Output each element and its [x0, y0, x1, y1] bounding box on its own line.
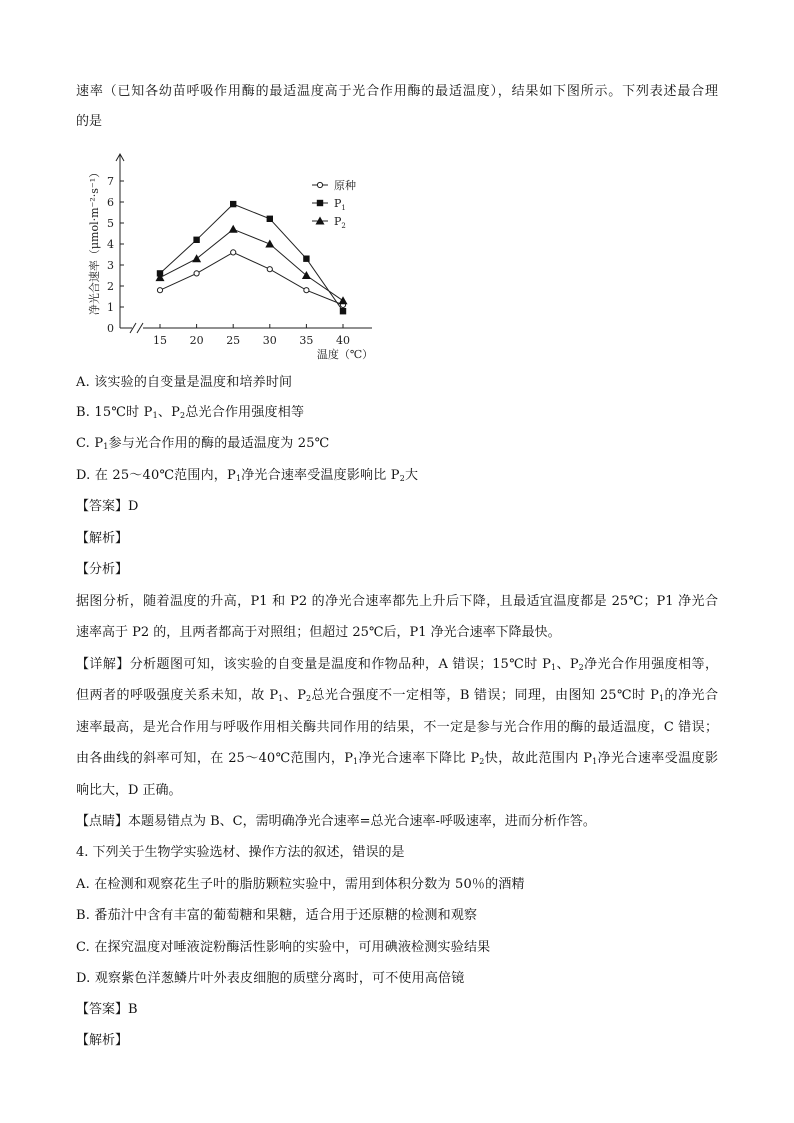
q3-detail-line-1: 【详解】分析题图可知，该实验的自变量是温度和作物品种，A 错误；15℃时 $P_1$、$P_2$净光合作用强度相等，: [76, 657, 718, 672]
chart-legend: [312, 179, 356, 230]
x-axis-label: 温度（℃）: [316, 348, 374, 361]
q3-detail-line-4: 由各曲线的斜率可知，在 25～40℃范围内，$P_1$净光合速率下降比 $P_2$快，故此范围内 $P_1$净光合速率受温度影: [76, 751, 718, 766]
data-point: [193, 237, 199, 243]
q4-stem: 4. 下列关于生物学实验选材、操作方法的叙述，错误的是: [76, 845, 405, 860]
series-2: [157, 201, 346, 315]
y-tick-label: 7: [107, 175, 114, 188]
series-line: [160, 252, 343, 305]
q4-option-d: D. 观察紫色洋葱鳞片叶外表皮细胞的质壁分离时，可不使用高倍镜: [76, 971, 465, 986]
data-point: [267, 267, 272, 272]
x-tick-label: 15: [153, 334, 167, 347]
series-line: [160, 204, 343, 311]
q3-answer: 【答案】D: [76, 499, 139, 514]
series-line: [160, 229, 343, 300]
q3-option-b: B. 15℃时 $P_1$、$P_2$总光合作用强度相等: [76, 405, 305, 420]
q3-jiexi-heading: 【解析】: [76, 531, 129, 546]
legend-marker: [317, 182, 322, 187]
x-tick-label: 20: [189, 334, 204, 347]
data-point: [194, 271, 199, 276]
data-point: [265, 240, 274, 248]
chart-series: [156, 201, 348, 315]
x-tick-label: 35: [299, 334, 314, 347]
x-tick-label: 40: [336, 334, 350, 347]
q3-analysis-line-1: 据图分析，随着温度的升高，P1 和 P2 的净光合速率都先上升后下降，且最适宜温度都是 25℃；P1 净光合: [76, 594, 718, 609]
intro-line-2: 的是: [76, 114, 103, 129]
y-tick-label: 3: [107, 259, 114, 272]
q3-option-d: D. 在 25～40℃范围内，$P_1$净光合速率受温度影响比 $P_2$大: [76, 468, 419, 483]
net-photosynthesis-chart: [80, 148, 380, 363]
data-point: [339, 296, 348, 304]
q3-fenxi-heading: 【分析】: [76, 562, 129, 577]
legend-label: 原种: [334, 179, 356, 192]
y-tick-label: 0: [107, 322, 114, 335]
q4-option-b: B. 番茄汁中含有丰富的葡萄糖和果糖，适合用于还原糖的检测和观察: [76, 908, 478, 923]
q3-analysis-line-2: 速率高于 P2 的，且两者都高于对照组；但超过 25℃后，P1 净光合速率下降最快。: [76, 625, 561, 640]
y-tick-label: 1: [107, 301, 114, 314]
data-point: [231, 250, 236, 255]
x-tick-label: 25: [226, 334, 241, 347]
q3-dianjing: 【点睛】本题易错点为 B、C，需明确净光合速率=总光合速率-呼吸速率，进而分析作答。: [76, 814, 596, 829]
chart-ticks: [107, 175, 350, 347]
q3-option-a: A. 该实验的自变量是温度和培养时间: [76, 375, 293, 390]
series-3: [156, 225, 348, 304]
legend-label: $P_1$: [334, 197, 346, 212]
y-tick-label: 5: [107, 217, 114, 230]
x-tick-label: 30: [262, 334, 277, 347]
q3-detail-line-5: 响比大，D 正确。: [76, 783, 182, 798]
y-axis-label: 净光合速率（μmol·m⁻²·s⁻¹）: [88, 166, 101, 316]
y-tick-label: 2: [107, 280, 114, 293]
y-tick-label: 4: [107, 238, 114, 251]
q4-option-c: C. 在探究温度对唾液淀粉酶活性影响的实验中，可用碘液检测实验结果: [76, 940, 491, 955]
data-point: [267, 216, 273, 222]
y-tick-label: 6: [107, 196, 114, 209]
legend-marker: [317, 200, 323, 206]
data-point: [303, 256, 309, 262]
intro-line-1: 速率（已知各幼苗呼吸作用酶的最适温度高于光合作用酶的最适温度），结果如下图所示。下列表述最合理: [76, 84, 718, 99]
q4-option-a: A. 在检测和观察花生子叶的脂肪颗粒实验中，需用到体积分数为 50％的酒精: [76, 877, 525, 892]
q3-detail-line-2: 但两者的呼吸强度关系未知，故 $P_1$、$P_2$总光合强度不一定相等，B 错误；同理，由图知 25℃时 $P_1$的净光合: [76, 688, 718, 703]
data-point: [304, 288, 309, 293]
q4-jiexi-heading: 【解析】: [76, 1033, 129, 1048]
series-1: [157, 250, 345, 308]
legend-label: $P_2$: [334, 215, 346, 230]
data-point: [230, 201, 236, 207]
data-point: [192, 254, 201, 262]
q3-detail-line-3: 速率最高，是光合作用与呼吸作用相关酶共同作用的结果，不一定是参与光合作用的酶的最适温度，C 错误；: [76, 720, 718, 735]
data-point: [157, 288, 162, 293]
q4-answer: 【答案】B: [76, 1002, 138, 1017]
data-point: [229, 225, 238, 233]
q3-option-c: C. $P_1$参与光合作用的酶的最适温度为 25℃: [76, 436, 330, 451]
axis-break-mark-2: [137, 323, 143, 333]
data-point: [340, 308, 346, 314]
